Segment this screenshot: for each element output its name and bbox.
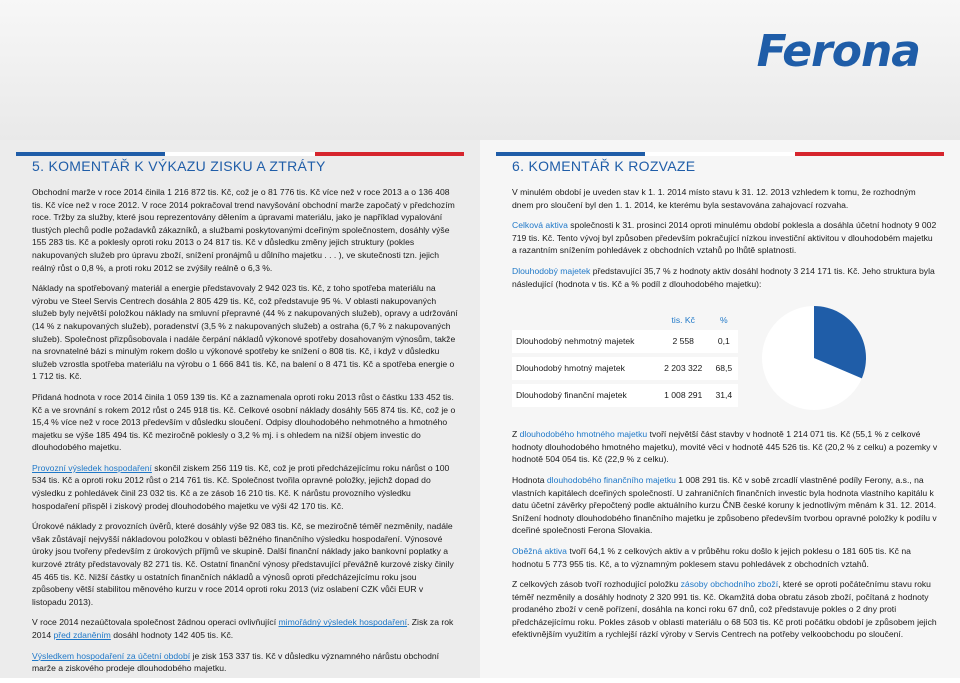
flag-stripe [16, 152, 464, 156]
term-link[interactable]: mimořádný výsledek hospodaření [278, 617, 408, 628]
term-link[interactable]: zásoby obchodního zboží [680, 579, 779, 590]
term-link[interactable]: před zdaněním [53, 630, 111, 640]
right-column [480, 140, 960, 678]
flag-stripe [496, 152, 944, 156]
section-heading: 5. KOMENTÁŘ K VÝKAZU ZISKU A ZTRÁTY [32, 158, 326, 174]
section-text [512, 186, 938, 649]
col-header: tis. Kč [671, 314, 695, 325]
asset-table [512, 310, 738, 411]
page-header [0, 0, 960, 140]
table-row: Dlouhodobý hmotný majetek 2 203 322 68,5 [512, 355, 738, 382]
paragraph: V minulém období je uveden stav k 1. 1. 2014 místo stavu k 31. 12. 2013 vzhledem k tomu, že rozhodným dnem pro sloučení byl den 1. 1. 2014, ke kterému byla sestavována zahajovací rozvaha. [512, 187, 916, 210]
paragraph: V roce 2014 nezaúčtovala společnost žádnou operaci ovlivňující mimořádný výsledek hospodaření. Zisk za rok 2014 před zdaněním dosáhl hodnoty 142 405 tis. Kč. [32, 617, 454, 640]
term-link[interactable]: Oběžná aktiva [512, 545, 567, 556]
paragraph: Z celkových zásob tvoří rozhodující položku zásoby obchodního zboží, které se oproti počátečnímu stavu roku téměř nezměnily a dosáhly hodnoty 2 320 991 tis. Kč. Okamžitá doba obratu zásob zboží, počítaná z hodnoty prodaného zboží v ceně pořízení, dosáhla na konci roku 67 dnů, což představuje pokles o 2 dny proti předcházejícímu roku. Pokles zásob v oblasti materiálu o 68 503 tis. Kč proti počátku období je způsobem jejich efektivnějším využitím a rychlejší rázkí výroby v Servis Centrech na potřeby velkoobchodu po sloučení. [512, 579, 937, 640]
paragraph: Oběžná aktiva tvoří 64,1 % z celkových aktiv a v průběhu roku došlo k jejich poklesu o 181 605 tis. Kč na hodnotu 5 773 955 tis. Kč, a to významným poklesem stavu pohledávek z obchodních vztahů. [512, 545, 911, 569]
left-column [0, 140, 480, 678]
section-heading: 6. KOMENTÁŘ K ROZVAZE [512, 158, 696, 174]
asset-pie-chart [754, 298, 874, 418]
paragraph: Hodnota dlouhodobého finančního majetku 1 008 291 tis. Kč v sobě zrcadlí vlastněné podíly Ferony, a.s., na vlastních kapitálech dceřiných společností. U zahraničních finančních investic byla hodnota vlastního kapitálu k datu účetní závěrky přepočtený podle aktuálního kurzu ČNB české koruny k jednotlivým měnám k 31. 12. 2014. Snížení hodnoty dlouhodobého finančního majetku je způsobeno především tvorbou opravné položky k podílu v dceřiné společnosti Ferona Slovakia. [512, 474, 937, 536]
table-row: Dlouhodobý nehmotný majetek 2 558 0,1 [512, 330, 738, 355]
paragraph: Obchodní marže v roce 2014 činila 1 216 872 tis. Kč, což je o 81 776 tis. Kč více než v roce 2013 a o 136 408 tis. Kč více než v roce 2012. V roce 2014 pokračoval trend navyšování obchodní marže započatý v předchozím roce. Tržby za služby, které jsou reprezentovány dělením a úpravami materiálu, jako je například vypalování tlustých plechů podle požadavků zákazníků, a službami poskytovanými dceřiným společnostem, dosáhly výše 155 283 tis. Kč a poklesly oproti roku 2013 o 24 817 tis. Kč v důsledku změny jejich struktury (pokles nakupovaných služeb pro úpravu zboží, snížení pronájmů u důlního majetku . . . ), ve skutečnosti tzn. jejich reálný růst o 0,8 %, a proti roku 2012 se zvýšily reálně o 6,3 %. [32, 187, 455, 273]
paragraph: Úrokové náklady z provozních úvěrů, které dosáhly výše 92 083 tis. Kč, se meziročně téměř nezměnily, nadále však zůstávají nejvyšší nákladovou položkou v oblasti běžného finančního výsledku hospodaření. Výnosové úroky jsou tvořeny především z úrokových příjmů ve skupině. Další finanční náklady jako bankovní poplatky a kurzové ztráty představovaly 82 271 tis. Kč. Ostatní finanční výnosy představující převážně kurzové zisky činily 45 465 tis. Kč. Nižší částky u ostatních finančních nákladů a výnosů oproti předcházejícímu roku jsou způsobeny větší stabilitou měnového kurzu v roce 2014 oproti roku 2013 (viz oslabení CZK vůči EUR v listopadu 2013). [32, 521, 454, 607]
paragraph: Provozní výsledek hospodaření skončil ziskem 256 119 tis. Kč, což je proti předcházejícímu roku nárůst o 100 534 tis. Kč a oproti roku 2012 růst o 214 761 tis. Kč. Společnost tvořila opravné položky, jejichž dopad do výsledku z pohledávek činil 23 032 tis. Kč a ze zásob 16 210 tis. Kč. K nárůstu provozního výsledku hospodaření přispěl i ziskový prodej dlouhodobého majetku ve výši 42 170 tis. Kč. [32, 462, 450, 511]
col-header: % [720, 314, 728, 325]
paragraph: Přidaná hodnota v roce 2014 činila 1 059 139 tis. Kč a zaznamenala oproti roku 2013 růst o částku 133 452 tis. Kč a ve srovnání s rokem 2012 růst o 245 918 tis. Kč. Celkové osobní náklady dosáhly 565 874 tis. Kč, což je o 15,4 % více než v roce 2013 především v důsledku sloučení. Odpisy dlouhodobého nehmotného a hmotného majetku se výše 185 494 tis. Kč meziročně poklesly o 3,2 % mj. i s ohledem na nižší objem investic do dlouhodobého majetku. [32, 391, 456, 453]
term-link[interactable]: dlouhodobého finančního majetku [546, 474, 676, 485]
term-link[interactable]: dlouhodobého hmotného majetku [519, 429, 648, 440]
ferona-logo: Ferona [756, 26, 920, 77]
paragraph: Výsledkem hospodaření za účetní období je zisk 153 337 tis. Kč v důsledku významného nárůstu obchodní marže a ziskového prodeje dlouhodobého majetku. [32, 650, 440, 674]
term-link[interactable]: Dlouhodobý majetek [512, 265, 591, 276]
term-link[interactable]: Provozní výsledek hospodaření [32, 462, 152, 473]
paragraph: Dlouhodobý majetek představující 35,7 % z hodnoty aktiv dosáhl hodnoty 3 214 171 tis. Kč. Jeho struktura byla následující (hodnota v tis. Kč a % podíl z dlouhodobého majetku): [512, 265, 935, 289]
term-link[interactable]: Celková aktiva [512, 220, 568, 231]
paragraph: Náklady na spotřebovaný materiál a energie představovaly 2 942 023 tis. Kč, z toho spotřeba materiálu na výrobu ve Steel Servis Centrech dosáhla 2 805 429 tis. Kč, což představuje 95 %. V oblasti nakupovaných služeb byly největší položkou náklady na smluvní přepravné (44 % z nakupovaných služeb), opravy a udržování (14 % z nakupovaných služeb), poradenství (3,5 % z nakupovaných služeb) a ostraha (6,7 % z nakupovaných služeb). Společnost přizpůsobovala i nadále čerpání nákladů výkonové spotřeby dosahovaným výnosům, takže na srovnatelné bázi s minulým rokem došlo u výkonové spotřeby ke snížení o 808 tis. Kč, i když v důsledku služeb vzrostla spotřeba materiálu na výrobu o 1 666 841 tis. Kč, na balení o 8 471 tis. Kč a spotřeba energie o 1 712 tis. Kč. [32, 283, 458, 382]
table-row: Dlouhodobý finanční majetek 1 008 291 31,4 [512, 382, 738, 409]
term-link[interactable]: Výsledkem hospodaření za účetní období [32, 650, 191, 661]
paragraph: Celková aktiva společnosti k 31. prosinci 2014 oproti minulému období poklesla a dosáhla účetní hodnoty 9 002 719 tis. Kč. Tento vývoj byl způsoben především pokračující nízkou investiční aktivitou v dlouhodobém majetku a razantním snížením pohledávek z obchodních vztahů po lhůtě splatnosti. [512, 220, 937, 256]
asset-structure [512, 298, 938, 418]
paragraph: Z dlouhodobého hmotného majetku tvoří největší část stavby v hodnotě 1 214 071 tis. Kč (55,1 % z celkové hodnoty dlouhodobého hmotného majetku), movité věci v hodnotě 445 526 tis. Kč (20,2 % z celku) a pozemky v hodnotě 504 054 tis. Kč (22,9 % z celku). [512, 429, 938, 465]
section-text [32, 186, 458, 683]
